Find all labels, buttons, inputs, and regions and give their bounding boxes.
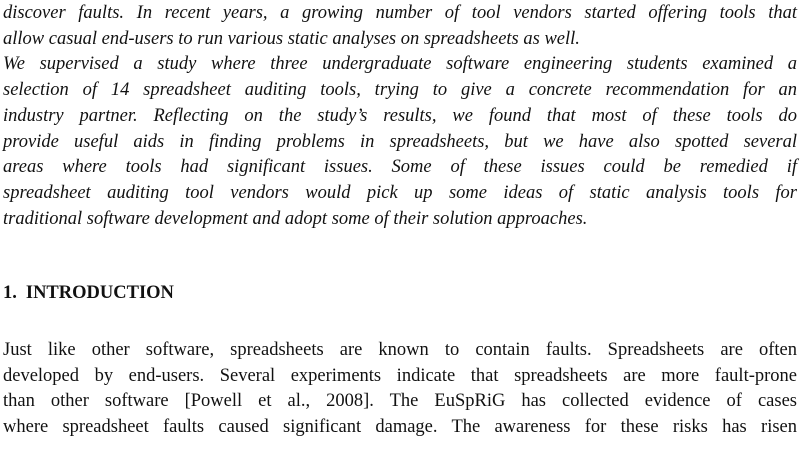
- introduction-paragraph: [3, 338, 797, 441]
- section-heading: [3, 283, 174, 304]
- intro-line: Just like other software, spreadsheets are known to contain faults. Spreadsheets are often: [3, 340, 797, 360]
- abstract-paragraph-2: [3, 52, 797, 232]
- abstract-line: areas where tools had significant issues. Some of these issues could be remedied if: [3, 157, 797, 178]
- intro-line: where spreadsheet faults caused significant damage. The awareness for these risks has risen: [3, 417, 797, 438]
- abstract-line: traditional software development and adopt some of their solution approaches.: [3, 208, 588, 229]
- abstract-line: industry partner. Reflecting on the study’s results, we found that most of these tools do: [3, 105, 797, 126]
- document-page: [3, 0, 797, 438]
- abstract-line: allow casual end-users to run various static analyses on spreadsheets as well.: [3, 28, 580, 49]
- abstract-line: provide useful aids in finding problems in spreadsheets, but we have also spotted several: [3, 131, 797, 152]
- intro-line: developed by end-users. Several experiments indicate that spreadsheets are more fault-prone: [3, 365, 797, 386]
- abstract-line: spreadsheet auditing tool vendors would pick up some ideas of static analysis tools for: [3, 182, 797, 203]
- abstract-paragraph-1: [3, 1, 797, 52]
- abstract-line: discover faults. In recent years, a growing number of tool vendors started offering tools that: [3, 3, 797, 23]
- section-number: 1.: [3, 283, 17, 303]
- intro-line: than other software [Powell et al., 2008]. The EuSpRiG has collected evidence of cases: [3, 391, 797, 412]
- section-title: INTRODUCTION: [25, 283, 174, 303]
- abstract-line: We supervised a study where three undergraduate software engineering students examined a: [3, 54, 797, 75]
- abstract-line: selection of 14 spreadsheet auditing tools, trying to give a concrete recommendation for an: [3, 80, 797, 101]
